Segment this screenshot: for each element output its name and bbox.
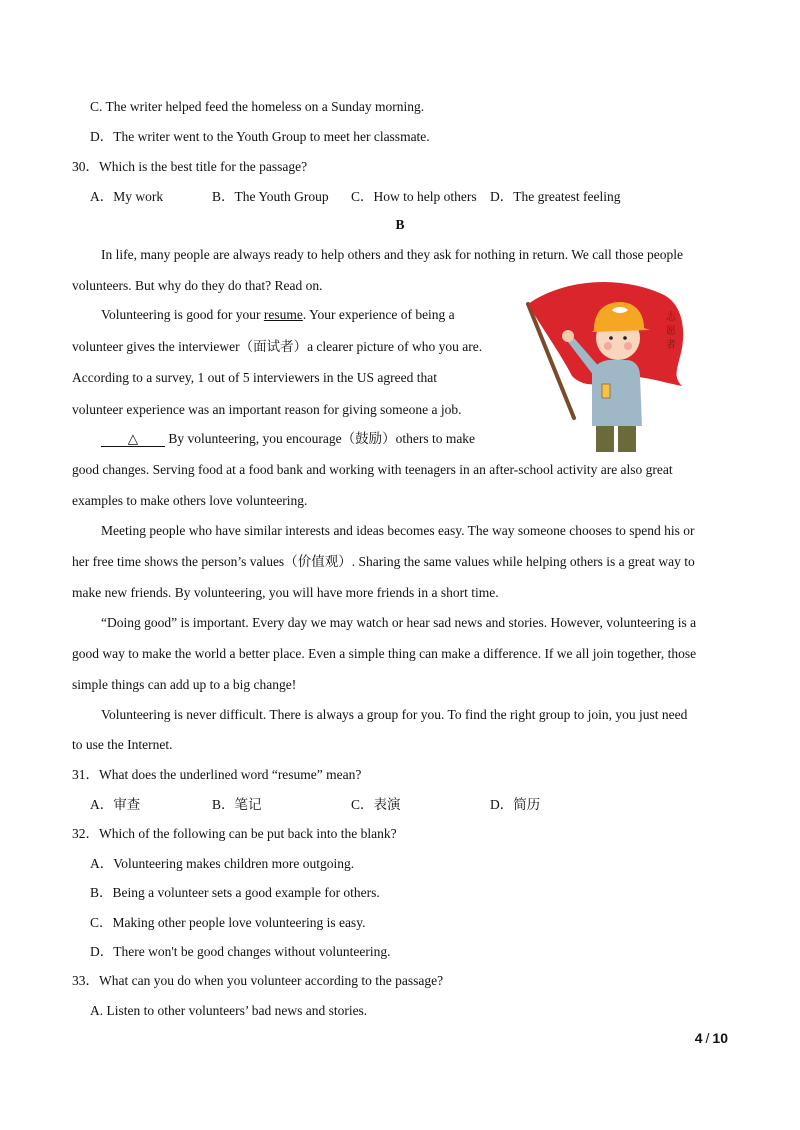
q32-option-d: D．There won't be good changes without volunteering. xyxy=(90,944,391,959)
q30-option-d: D．The greatest feeling xyxy=(490,189,621,204)
cheek xyxy=(604,342,612,350)
q30-option-a: A．My work xyxy=(90,189,164,204)
eye xyxy=(609,336,613,340)
page-total: 10 xyxy=(712,1030,728,1046)
passage-line: good way to make the world a better place. Even a simple thing can make a difference. If we all join together, those xyxy=(72,646,697,661)
passage-line: to use the Internet. xyxy=(72,737,173,752)
q29-option-d: D．The writer went to the Youth Group to meet her classmate. xyxy=(90,129,430,144)
passage-line: Meeting people who have similar interests and ideas becomes easy. The way someone chooses to spend his or xyxy=(101,523,695,538)
passage-line: In life, many people are always ready to help others and they ask for nothing in return. We call those people xyxy=(101,247,683,262)
passage-line: “Doing good” is important. Every day we may watch or hear sad news and stories. However, volunteering is a xyxy=(101,615,697,630)
q29-option-c: C. The writer helped feed the homeless on a Sunday morning. xyxy=(90,99,425,114)
q30-option-b: B．The Youth Group xyxy=(212,189,329,204)
passage-line: According to a survey, 1 out of 5 interviewers in the US agreed that xyxy=(72,370,438,385)
passage-line: volunteers. But why do they do that? Read on. xyxy=(72,278,323,293)
volunteer-illustration xyxy=(522,276,688,454)
q32-option-c: C．Making other people love volunteering is easy. xyxy=(90,915,366,930)
q32-option-b: B．Being a volunteer sets a good example for others. xyxy=(90,885,380,900)
volunteer-pants-left xyxy=(596,426,614,452)
volunteer-pants-right xyxy=(618,426,636,452)
underlined-word-resume: resume xyxy=(263,307,303,322)
passage-line: Volunteering is never difficult. There is always a group for you. To find the right group to join, you just need xyxy=(101,707,688,722)
cheek xyxy=(624,342,632,350)
passage-line: volunteer experience was an important reason for giving someone a job. xyxy=(72,402,462,417)
q33-option-a: A. Listen to other volunteers’ bad news and stories. xyxy=(90,1003,368,1018)
page-current: 4 xyxy=(694,1030,703,1046)
passage-line: △ By volunteering, you encourage（鼓励）others to make xyxy=(101,430,475,448)
passage-line: her free time shows the person’s values（价值观）. Sharing the same values while helping others is a great way to xyxy=(72,554,695,569)
passage-line: make new friends. By volunteering, you will have more friends in a short time. xyxy=(72,585,499,600)
passage-line: good changes. Serving food at a food bank and working with teenagers in an after-school activity are also great xyxy=(72,462,673,477)
q31-option-a: A．审查 xyxy=(90,797,141,812)
page-number: 4 / 10 xyxy=(694,1030,728,1046)
q30-question: 30．Which is the best title for the passage? xyxy=(72,159,308,174)
passage-line: volunteer gives the interviewer（面试者）a clearer picture of who you are. xyxy=(72,339,483,354)
q31-option-c: C．表演 xyxy=(351,797,401,812)
badge xyxy=(602,384,610,398)
q33-question: 33．What can you do when you volunteer according to the passage? xyxy=(72,973,444,988)
eye xyxy=(623,336,627,340)
q31-question: 31．What does the underlined word “resume” mean? xyxy=(72,767,362,782)
passage-line: examples to make others love volunteering. xyxy=(72,493,308,508)
section-heading: B xyxy=(395,217,405,232)
volunteer-hand xyxy=(562,330,574,342)
answer-blank: △ xyxy=(101,432,165,447)
passage-line: Volunteering is good for your resume. Your experience of being a xyxy=(101,307,455,322)
q31-option-d: D．简历 xyxy=(490,797,541,812)
q32-option-a: A．Volunteering makes children more outgoing. xyxy=(90,856,355,871)
q30-option-c: C．How to help others xyxy=(351,189,477,204)
flag-text: 志愿者 xyxy=(666,312,676,351)
q32-question: 32．Which of the following can be put back into the blank? xyxy=(72,826,397,841)
passage-line: simple things can add up to a big change! xyxy=(72,677,297,692)
q31-option-b: B．笔记 xyxy=(212,797,262,812)
